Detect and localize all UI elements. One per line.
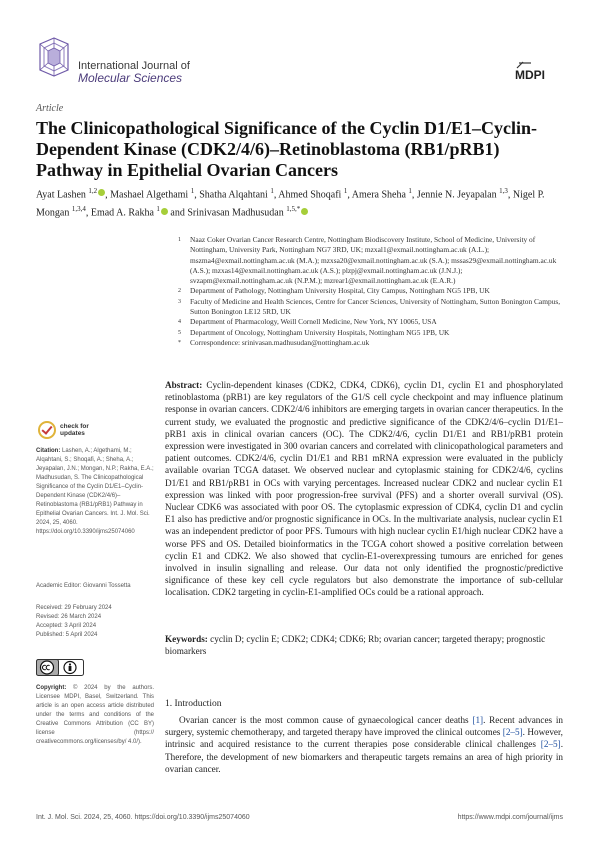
author-affiliation-sup: 1 xyxy=(343,187,348,195)
page-footer xyxy=(36,814,563,821)
authors-and: and xyxy=(170,207,185,219)
academic-editor: Academic Editor: Giovanni Tossetta xyxy=(36,583,131,589)
affiliation-number: * xyxy=(178,339,181,346)
author-name[interactable]: Ahmed Shoqafi xyxy=(278,189,342,201)
author-name[interactable]: Ayat Lashen xyxy=(36,189,86,201)
check-updates-icon xyxy=(38,421,56,439)
author-affiliation-sup: 1 xyxy=(156,205,160,214)
check-updates-text xyxy=(60,423,89,437)
footer-journal-url[interactable]: https://www.mdpi.com/journal/ijms xyxy=(457,814,563,821)
article-title: The Clinicopathological Significance of the Cyclin D1/E1–Cyclin-Dependent Kinase (CDK2/4/6)–Retinoblastoma (RB1/pRB1) Pathway in Epithelial Ovarian Cancers xyxy=(36,118,538,180)
intro-text: . However, intrinsic and acquired resistance to the current therapies pose considerable clinical challenges xyxy=(165,727,563,750)
article-dates xyxy=(36,604,154,640)
author-affiliation-sup: 1,5,* xyxy=(286,205,301,214)
affiliation-item xyxy=(178,235,563,286)
mdpi-logo xyxy=(513,60,561,82)
citation-block xyxy=(36,447,154,537)
copyright-notice xyxy=(36,684,154,747)
author-affiliation-sup: 1,3 xyxy=(499,187,508,195)
affiliation-number: 5 xyxy=(178,329,181,336)
author-name[interactable]: Srinivasan Madhusudan xyxy=(187,207,284,219)
keywords-label: Keywords: xyxy=(165,634,208,644)
affiliation-text: Faculty of Medicine and Health Sciences, Centre for Cancer Sciences, University of Nottingham, Sutton Bonington Campus, Sutton Bonington LE12 5RD, UK xyxy=(190,296,561,317)
affiliation-text: Department of Oncology, Nottingham University Hospitals, Nottingham NG5 1PB, UK xyxy=(190,327,450,337)
check-updates-line2: updates xyxy=(60,430,85,437)
author-affiliation-sup: 1,2 xyxy=(88,187,98,195)
affiliation-number: 1 xyxy=(178,237,181,243)
affiliation-item xyxy=(178,297,563,318)
affiliation-text: Naaz Coker Ovarian Cancer Research Centre, Nottingham Biodiscovery Institute, School of Medicine, University of Nottingham, University Park, Nottingham NG7 3RD, UK; mzxal1@exmail.nottingham.ac.uk (A.L.); mszma4@exmail.nottingham.ac.uk (M.A.); mzxsa20@exmail.nottingham.ac.uk (S.A.); mssas29@exmail.nottingham.ac.uk (A.S.); mzxas14@exmail.nottingham.ac.uk (A.S.); plzpj@exmail.nottingham.ac.uk (J.N.J.); svzapm@exmail.nottingham.ac.uk (N.P.M.); mzrear1@exmail.nottingham.ac.uk (E.A.R.) xyxy=(190,235,557,286)
author-affiliation-sup: 1 xyxy=(408,187,412,195)
journal-name-line2: Molecular Sciences xyxy=(78,71,183,85)
author-name[interactable]: Jennie N. Jeyapalan xyxy=(416,189,497,201)
date-received: Received: 29 February 2024 xyxy=(36,605,112,611)
mdpi-logo-text: MDPI xyxy=(515,68,545,82)
article-type: Article xyxy=(36,103,64,114)
orcid-icon[interactable] xyxy=(161,208,168,215)
author-name[interactable]: Nigel P. Mongan xyxy=(36,189,545,219)
affiliation-item xyxy=(178,328,563,338)
author-affiliation-sup: 1 xyxy=(190,187,195,195)
keywords-text: cyclin D; cyclin E; CDK2; CDK4; CDK6; Rb; ovarian cancer; targeted therapy; prognostic biomarkers xyxy=(165,634,546,657)
citation-link[interactable]: [1] xyxy=(472,715,484,725)
author-list: Ayat Lashen $^{1,2}$ , Mashael Algethami $^1$, Shatha Alqahtani $^1$, Ahmed Shoqafi $^1$, Amera Sheha $^1$, Jennie N. Jeyapalan $^{1,3}$, Nigel P. Mongan $^{1,3,4}$, Emad A. Rakha $^1$ and Srinivasan Madhusudan $^{1,5,*}$ xyxy=(36,187,545,219)
citation-label: Citation: xyxy=(36,448,61,454)
affiliations xyxy=(178,235,563,348)
cc-by-license-icon xyxy=(36,659,84,676)
author-affiliation-sup: 1 xyxy=(270,187,274,195)
intro-text: . Recent advances in surgery, systemic chemotherapy, and targeted therapy have improved the clinical outcomes xyxy=(165,715,564,738)
affiliation-text: Department of Pathology, Nottingham University Hospital, City Campus, Nottingham NG5 1PB, UK xyxy=(190,286,490,296)
copyright-text: © 2024 by the authors. Licensee MDPI, Basel, Switzerland. This article is an open access article distributed under the terms and conditions of the Creative Commons Attribution (CC BY) license (https:// creativecommons.org/licenses/by/ 4.0/). xyxy=(36,685,155,745)
citation-text: Lashen, A.; Algethami, M.; Alqahtani, S.; Shoqafi, A.; Sheha, A.; Jeyapalan, J.N.; Mongan, N.P.; Rakha, E.A.; Madhusudan, S. The Clinicopathological Significance of the Cyclin D1/E1–Cyclin-Dependent Kinase (CDK2/4/6)–Retinoblastoma (RB1/pRB1) Pathway in Epithelial Ovarian Cancers. Int. J. Mol. Sci. 2024, 25, 4060. https://doi.org/10.3390/ijms25074060 xyxy=(36,448,154,535)
copyright-label: Copyright: xyxy=(36,685,67,691)
keywords xyxy=(165,633,563,657)
author-affiliation-sup: 1,3,4 xyxy=(71,205,86,214)
affiliation-item xyxy=(178,317,563,327)
citation-link[interactable]: [2–5] xyxy=(540,739,561,750)
affiliation-number: 2 xyxy=(178,288,181,295)
check-updates-line1: check for xyxy=(60,423,89,430)
section-heading-introduction: 1. Introduction xyxy=(165,699,222,709)
journal-logo-icon xyxy=(36,36,72,78)
affiliation-number: 4 xyxy=(178,319,181,326)
author-name[interactable]: Amera Sheha xyxy=(351,189,406,201)
author-name[interactable]: Mashael Algethami xyxy=(110,189,189,201)
abstract-label: Abstract: xyxy=(165,380,203,390)
journal-name-line1: International Journal of xyxy=(78,60,190,72)
orcid-icon[interactable] xyxy=(301,208,308,215)
affiliation-text: Department of Pharmacology, Weill Cornell Medicine, New York, NY 10065, USA xyxy=(190,317,437,327)
affiliation-number: 3 xyxy=(178,298,181,305)
abstract xyxy=(165,379,563,599)
citation-link[interactable]: [2–5] xyxy=(502,727,523,738)
journal-name xyxy=(78,60,190,84)
check-for-updates-button[interactable] xyxy=(38,420,98,440)
affiliation-text: Correspondence: srinivasan.madhusudan@nottingham.ac.uk xyxy=(190,337,370,347)
author-name[interactable]: Shatha Alqahtani xyxy=(199,189,268,201)
date-accepted: Accepted: 3 April 2024 xyxy=(36,623,97,629)
affiliation-item xyxy=(178,338,563,348)
footer-citation: Int. J. Mol. Sci. 2024, 25, 4060. https://doi.org/10.3390/ijms25074060 xyxy=(36,814,250,821)
abstract-text: Cyclin-dependent kinases (CDK2, CDK4, CDK6), cyclin D1, cyclin E1 and phosphorylated retinoblastoma (pRB1) are key regulators of the G1/S cell cycle checkpoint and may influence platinum response in ovarian cancers. CDK2/4/6 inhibitors are emerging targets in ovarian cancer therapeutics. In the current study, we evaluated the prognostic and predictive significance of the CDK2/4/6–cyclin D1/E1–pRB1 axis in clinical ovarian cancers (OC). The CDK2/4/6, cyclin D1/E1 and RB1/pRB1 protein expression were investigated in 300 ovarian cancers and correlated with clinicopathological parameters and patient outcomes. CDK2/4/6, cyclin D1/E1 and RB1 mRNA expression were evaluated in the publicly available ovarian TCGA dataset. We observed nuclear and cytoplasmic staining for CDK2/4/6, cyclins D1/E1 and RB1/pRB1 in OCs with varying percentages. Increased nuclear CDK2 and nuclear cyclin E1 expression was linked with poor progression-free survival (PFS) and a shorter overall survival (OS). Nuclear CDK6 was associated with poor OS. The cytoplasmic expression of CDK4, cyclin D1 and cyclin E1 also has predictive and/or prognostic significance in OCs. In the multivariate analysis, nuclear cyclin E1 was an independent predictor of poor PFS. Tumours with high nuclear cyclin E1/high nuclear CDK2 have a worse PFS and OS. Detailed bioinformatics in the TCGA cohort showed a positive correlation between cyclin E1 and CDK2. We also showed that cyclin-E1-overexpressing tumours are enriched for genes involved in insulin signalling and release. Our data not only identified the prognostic/predictive significance of these key cell cycle regulators but also demonstrate the importance of sub-cellular localisation. CDK2 targeting in cyclin-E1-amplified OCs could be a rational approach. xyxy=(165,380,563,598)
intro-text: Ovarian cancer is the most common cause of gynaecological cancer deaths xyxy=(179,715,473,725)
date-revised: Revised: 26 March 2024 xyxy=(36,614,102,620)
orcid-icon[interactable] xyxy=(98,189,105,196)
author-name[interactable]: Emad A. Rakha xyxy=(90,207,154,219)
date-published: Published: 5 April 2024 xyxy=(36,632,98,638)
affiliation-item xyxy=(178,286,563,296)
introduction-paragraph xyxy=(165,714,563,775)
intro-text: . Therefore, the development of new biomarkers and therapeutic targets remains an area of high priority in ovarian cancer. xyxy=(165,739,563,774)
